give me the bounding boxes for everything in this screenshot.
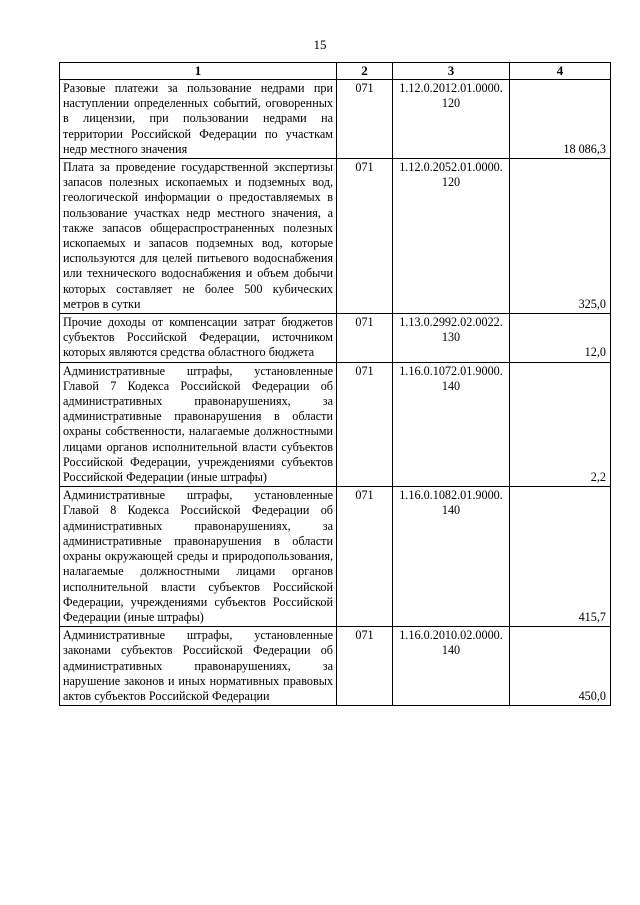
row-amount: 18 086,3 bbox=[510, 80, 611, 159]
table-row bbox=[60, 80, 611, 159]
row-admin-code: 071 bbox=[337, 159, 393, 314]
row-description: Разовые платежи за пользование недрами при наступлении определенных событий, оговоренных в лицензии, при пользовании недрами на территории Российской Федерации по участкам недр местного значения bbox=[60, 80, 337, 159]
row-description: Плата за проведение государственной экспертизы запасов полезных ископаемых и подземных вод, геологической информации о предоставляемых в пользование участках недр местного значения, а также запасов общераспространенных полезных ископаемых и запасов подземных вод, которые используются для целей питьевого водоснабжения или технического водоснабжения и объем добычи которых составляет не более 500 кубических метров в сутки bbox=[60, 159, 337, 314]
row-admin-code: 071 bbox=[337, 627, 393, 706]
row-budget-code: 1.16.0.2010.02.0000. 140 bbox=[393, 627, 510, 706]
table-row bbox=[60, 362, 611, 487]
table-row bbox=[60, 314, 611, 363]
row-admin-code: 071 bbox=[337, 314, 393, 363]
row-admin-code: 071 bbox=[337, 80, 393, 159]
row-admin-code: 071 bbox=[337, 487, 393, 627]
row-amount: 325,0 bbox=[510, 159, 611, 314]
row-budget-code: 1.16.0.1082.01.9000. 140 bbox=[393, 487, 510, 627]
column-header-3: 3 bbox=[393, 63, 510, 80]
row-description: Административные штрафы, установленные законами субъектов Российской Федерации об административных правонарушениях, за нарушение законов и иных нормативных правовых актов субъектов Российской Федерации bbox=[60, 627, 337, 706]
row-amount: 450,0 bbox=[510, 627, 611, 706]
row-budget-code: 1.13.0.2992.02.0022. 130 bbox=[393, 314, 510, 363]
row-description: Административные штрафы, установленные Главой 8 Кодекса Российской Федерации об административных правонарушениях, за административные правонарушения в области охраны окружающей среды и природопользования, налагаемые должностными лицами органов исполнительной власти субъектов Российской Федерации, учреждениями субъектов Российской Федерации (иные штрафы) bbox=[60, 487, 337, 627]
page-number: 15 bbox=[313, 37, 327, 52]
budget-table bbox=[59, 62, 611, 706]
column-header-2: 2 bbox=[337, 63, 393, 80]
row-amount: 415,7 bbox=[510, 487, 611, 627]
column-header-1: 1 bbox=[60, 63, 337, 80]
row-budget-code: 1.12.0.2012.01.0000. 120 bbox=[393, 80, 510, 159]
table-row bbox=[60, 627, 611, 706]
row-amount: 12,0 bbox=[510, 314, 611, 363]
row-amount: 2,2 bbox=[510, 362, 611, 487]
row-description: Прочие доходы от компенсации затрат бюджетов субъектов Российской Федерации, источником которых являются средства областного бюджета bbox=[60, 314, 337, 363]
row-admin-code: 071 bbox=[337, 362, 393, 487]
table-header-row bbox=[60, 63, 611, 80]
column-header-4: 4 bbox=[510, 63, 611, 80]
row-description: Административные штрафы, установленные Главой 7 Кодекса Российской Федерации об административных правонарушениях, за административные правонарушения в области охраны собственности, налагаемые должностными лицами органов исполнительной власти субъектов Российской Федерации, учреждениями субъектов Российской Федерации (иные штрафы) bbox=[60, 362, 337, 487]
table-row bbox=[60, 159, 611, 314]
row-budget-code: 1.16.0.1072.01.9000. 140 bbox=[393, 362, 510, 487]
table-row bbox=[60, 487, 611, 627]
row-budget-code: 1.12.0.2052.01.0000. 120 bbox=[393, 159, 510, 314]
